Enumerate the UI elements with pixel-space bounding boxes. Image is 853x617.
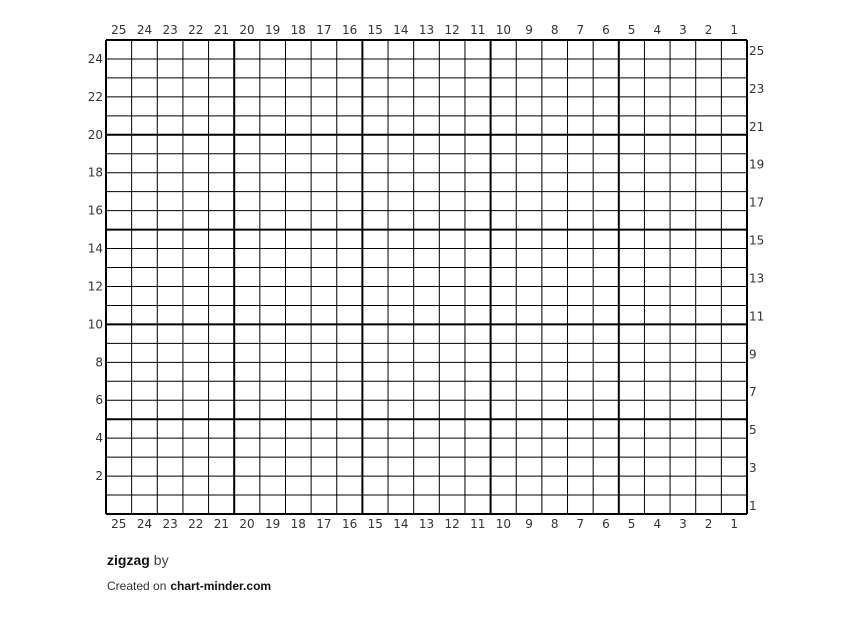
row-number: 1 xyxy=(749,499,757,513)
column-number: 17 xyxy=(316,517,332,531)
column-number: 4 xyxy=(653,23,662,37)
column-number: 18 xyxy=(290,517,306,531)
column-number: 13 xyxy=(418,23,435,37)
column-number: 11 xyxy=(470,517,486,531)
column-number: 23 xyxy=(162,517,178,531)
column-number: 7 xyxy=(576,517,585,531)
credit-line xyxy=(107,579,271,593)
minor-grid-lines xyxy=(106,40,747,514)
row-number: 7 xyxy=(749,385,757,400)
column-number: 19 xyxy=(265,517,281,531)
created-on-label: Created on xyxy=(107,579,167,593)
column-number: 10 xyxy=(495,517,512,531)
bottom-column-numbers xyxy=(111,517,738,531)
column-number: 13 xyxy=(418,517,435,531)
row-number: 12 xyxy=(87,279,103,294)
column-number: 8 xyxy=(550,517,559,531)
column-number: 12 xyxy=(444,23,460,37)
column-number: 9 xyxy=(525,23,533,37)
row-number: 21 xyxy=(749,119,765,134)
column-number: 9 xyxy=(525,517,533,531)
row-number: 8 xyxy=(95,355,103,370)
column-number: 21 xyxy=(213,23,230,37)
column-number: 20 xyxy=(239,23,255,37)
row-number: 10 xyxy=(87,317,103,332)
column-number: 11 xyxy=(470,23,486,37)
column-number: 5 xyxy=(627,517,636,531)
row-number: 23 xyxy=(749,81,765,96)
major-grid-lines xyxy=(106,40,747,514)
column-number: 6 xyxy=(602,517,610,531)
column-number: 24 xyxy=(136,517,153,531)
row-number: 17 xyxy=(749,195,765,210)
row-number: 11 xyxy=(749,309,765,324)
column-number: 2 xyxy=(704,517,713,531)
row-number: 18 xyxy=(87,165,103,180)
column-number: 5 xyxy=(627,23,636,37)
top-column-numbers xyxy=(111,23,738,37)
right-row-numbers xyxy=(749,44,764,513)
left-row-numbers xyxy=(88,52,103,483)
column-number: 3 xyxy=(679,517,687,531)
by-label: by xyxy=(153,552,169,568)
chart-title-line xyxy=(107,552,169,568)
column-number: 8 xyxy=(550,23,559,37)
row-number: 20 xyxy=(87,127,103,142)
row-number: 16 xyxy=(87,203,103,218)
column-number: 25 xyxy=(111,517,127,531)
column-number: 23 xyxy=(162,23,178,37)
column-number: 18 xyxy=(290,23,306,37)
column-number: 17 xyxy=(316,23,332,37)
column-number: 22 xyxy=(188,23,204,37)
site-link[interactable]: chart-minder.com xyxy=(170,579,272,593)
column-number: 15 xyxy=(367,23,383,37)
column-number: 4 xyxy=(653,517,662,531)
column-number: 6 xyxy=(602,23,610,37)
column-number: 21 xyxy=(213,517,230,531)
row-number: 6 xyxy=(95,393,103,408)
row-number: 5 xyxy=(749,423,757,438)
column-number: 1 xyxy=(730,23,739,37)
column-number: 7 xyxy=(576,23,585,37)
row-number: 13 xyxy=(749,271,765,286)
column-number: 24 xyxy=(136,23,153,37)
column-number: 20 xyxy=(239,517,255,531)
column-number: 25 xyxy=(111,23,127,37)
column-number: 16 xyxy=(341,517,358,531)
column-number: 1 xyxy=(730,517,739,531)
row-number: 14 xyxy=(87,241,103,256)
column-number: 2 xyxy=(704,23,713,37)
row-number: 15 xyxy=(749,233,765,248)
column-number: 14 xyxy=(393,517,409,531)
column-number: 14 xyxy=(393,23,409,37)
column-number: 19 xyxy=(265,23,281,37)
pattern-name: zigzag xyxy=(107,552,150,568)
column-number: 10 xyxy=(495,23,512,37)
row-number: 9 xyxy=(749,347,757,362)
column-number: 15 xyxy=(367,517,383,531)
row-number: 25 xyxy=(749,43,765,58)
row-number: 24 xyxy=(87,51,103,66)
column-number: 12 xyxy=(444,517,460,531)
row-number: 3 xyxy=(749,461,757,476)
row-number: 2 xyxy=(95,469,103,484)
row-number: 4 xyxy=(95,431,103,446)
column-number: 22 xyxy=(188,517,204,531)
column-number: 16 xyxy=(341,23,358,37)
row-number: 22 xyxy=(87,89,103,104)
column-number: 3 xyxy=(679,23,687,37)
row-number: 19 xyxy=(749,157,765,172)
